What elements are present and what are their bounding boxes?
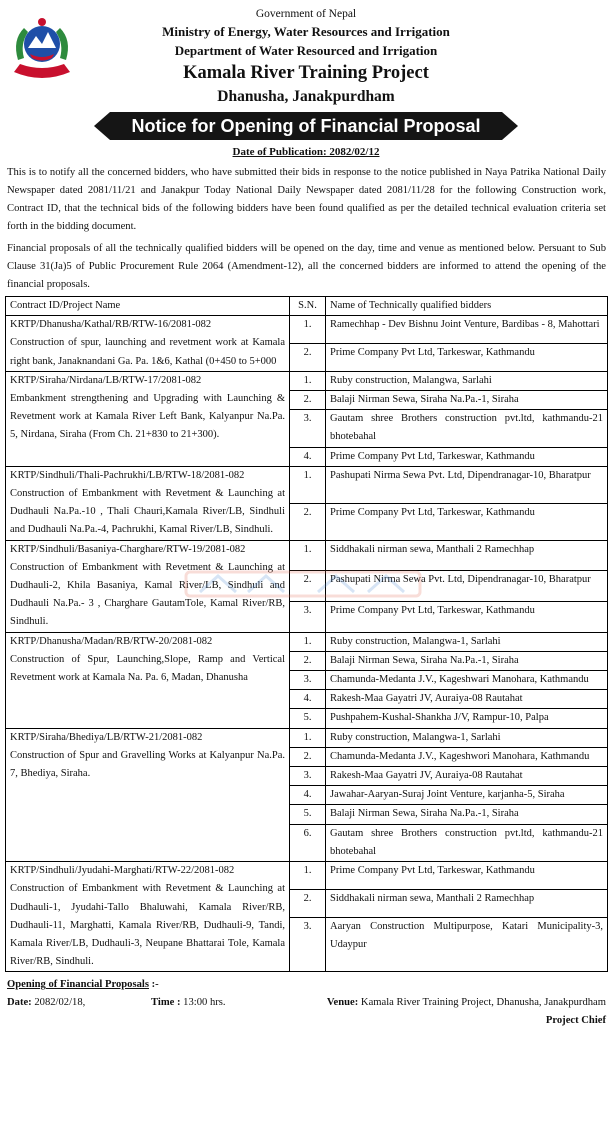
bidder-name: Pashupati Nirma Sewa Pvt. Ltd, Dipendranagar-10, Bharatpur — [326, 466, 608, 503]
bidder-name: Ruby construction, Malangwa-1, Sarlahi — [326, 728, 608, 747]
contract-id: KRTP/Siraha/Nirdana/LB/RTW-17/2081-082 — [10, 374, 202, 386]
bidder-name: Ramechhap - Dev Bishnu Joint Venture, Bardibas - 8, Mahottari — [326, 316, 608, 344]
bidder-sn: 1. — [290, 862, 326, 890]
time-label: Time : — [151, 997, 181, 1009]
contract-cell — [6, 862, 290, 972]
bidder-sn: 2. — [290, 747, 326, 766]
project-description: Construction of Embankment with Revetment & Launching at Dudhauli-1, Jyudahi-Tallo Bhaluwahi, Kamala River/RB, Dudhauli-11, Marghatti, Kamala River/RB, Dudhauli-9, Tandi, Kamala River/LB, Dudhauli-3, Neupane Bhattarai Tole, Kamala River/RB, Sindhuli. — [10, 883, 285, 968]
bidder-sn: 3. — [290, 601, 326, 632]
bidder-sn: 2. — [290, 651, 326, 670]
opening-title: Opening of Financial Proposals — [7, 979, 149, 991]
opening-venue — [327, 994, 606, 1012]
table-row — [6, 466, 608, 503]
bidder-name: Prime Company Pvt Ltd, Tarkeswar, Kathmandu — [326, 862, 608, 890]
bidder-name: Jawahar-Aaryan-Suraj Joint Venture, karjanha-5, Siraha — [326, 786, 608, 805]
opening-time — [151, 994, 226, 1012]
contract-id: KRTP/Sindhuli/Basaniya-Charghare/RTW-19/2081-082 — [10, 543, 246, 555]
bidder-name: Prime Company Pvt Ltd, Tarkeswar, Kathmandu — [326, 344, 608, 372]
date-value: 2082/02/18, — [31, 997, 86, 1009]
contract-id: KRTP/Sindhuli/Jyudahi-Marghati/RTW-22/2081-082 — [10, 865, 235, 877]
table-header-row — [6, 297, 608, 316]
publication-date: Date of Publication: 2082/02/12 — [232, 146, 380, 158]
bidder-sn: 1. — [290, 728, 326, 747]
header-sn: S.N. — [290, 297, 326, 316]
financial-proposal-paragraph: Financial proposals of all the technically qualified bidders will be opened on the day, time and venue as mentioned below. Persuant to Sub Clause 31(Ja)5 of Public Procurement Rule 2064 (Amendment-12), all the concerned bidders are informed to attend the opening of the financial proposals. — [7, 243, 606, 290]
venue-value: Kamala River Training Project, Dhanusha, Janakpurdham — [358, 997, 606, 1009]
opening-row — [7, 994, 606, 1012]
bidder-sn: 1. — [290, 371, 326, 390]
bidder-name: Rakesh-Maa Gayatri JV, Auraiya-08 Rautahat — [326, 690, 608, 709]
bidder-sn: 5. — [290, 709, 326, 728]
contract-id: KRTP/Sindhuli/Thali-Pachrukhi/LB/RTW-18/2081-082 — [10, 469, 245, 481]
contract-cell — [6, 632, 290, 728]
table-row — [6, 728, 608, 747]
bidder-name: Siddhakali nirman sewa, Manthali 2 Ramechhap — [326, 890, 608, 918]
contract-cell — [6, 728, 290, 861]
bidder-name: Gautam shree Brothers construction pvt.ltd, kathmandu-21 bhotebahal — [326, 410, 608, 447]
bidder-sn: 4. — [290, 447, 326, 466]
contract-cell — [6, 316, 290, 372]
project-description: Construction of Spur and Gravelling Works at Kalyanpur Na.Pa. 7, Bhediya, Siraha. — [10, 749, 285, 780]
bidder-name: Prime Company Pvt Ltd, Tarkeswar, Kathmandu — [326, 601, 608, 632]
project-description: Construction of Spur, Launching,Slope, Ramp and Vertical Revetment work at Kamala Na. Pa. 6, Madan, Dhanusha — [10, 653, 285, 684]
government-line: Government of Nepal — [255, 8, 357, 20]
table-row — [6, 862, 608, 890]
bidder-sn: 3. — [290, 767, 326, 786]
bidder-name: Ruby construction, Malangwa-1, Sarlahi — [326, 632, 608, 651]
table-row — [6, 632, 608, 651]
government-emblem-icon — [8, 14, 76, 80]
contract-cell — [6, 371, 290, 466]
project-description: Construction of Embankment with Revetment & Launching at Dudhauli Na.Pa.-10 , Thali Chauri,Kamala River/LB, Sindhuli and Dudhauli Na.Pa.-4, Pachrukhi, Kamal River/LB, Sindhuli. — [10, 488, 285, 536]
bidder-name: Pashupati Nirma Sewa Pvt. Ltd, Dipendranagar-10, Bharatpur — [326, 571, 608, 602]
bidder-sn: 4. — [290, 690, 326, 709]
bidder-name: Chamunda-Medanta J.V., Kageshwari Manohara, Kathmandu — [326, 671, 608, 690]
department-line: Department of Water Resourced and Irrigation — [174, 43, 438, 58]
project-title: Kamala River Training Project — [183, 63, 429, 83]
watermark-logo — [178, 566, 428, 602]
header-bidders: Name of Technically qualified bidders — [326, 297, 608, 316]
bidder-sn: 1. — [290, 540, 326, 571]
bidder-name: Balaji Nirman Sewa, Siraha Na.Pa.-1, Siraha — [326, 391, 608, 410]
bidder-name: Chamunda-Medanta J.V., Kageshwori Manohara, Kathmandu — [326, 747, 608, 766]
bidder-name: Balaji Nirman Sewa, Siraha Na.Pa.-1, Siraha — [326, 651, 608, 670]
contract-id: KRTP/Siraha/Bhediya/LB/RTW-21/2081-082 — [10, 731, 203, 743]
venue-label: Venue: — [326, 997, 359, 1009]
bidder-sn: 3. — [290, 917, 326, 971]
bidder-sn: 2. — [290, 571, 326, 602]
table-row — [6, 316, 608, 344]
bidder-sn: 6. — [290, 824, 326, 861]
bidder-sn: 2. — [290, 890, 326, 918]
time-value: 13:00 hrs. — [180, 997, 226, 1009]
notice-header — [0, 0, 612, 108]
project-description: Construction of Embankment with Revetment & Launching at Dudhauli-2, Khila Basaniya, Kamal River/LB, Sindhuli and Dudhauli Na.Pa.- 3 , Charghare GautamTole, Kamal River/RB, Sindhuli. — [10, 561, 285, 628]
bidder-sn: 4. — [290, 786, 326, 805]
bidder-name: Aaryan Construction Multipurpose, Katari Municipality-3, Udaypur — [326, 917, 608, 971]
bidder-sn: 2. — [290, 503, 326, 540]
banner-right-tip — [502, 112, 518, 140]
bidder-sn: 2. — [290, 344, 326, 372]
banner-left-tip — [94, 112, 110, 140]
contract-cell — [6, 466, 290, 540]
bidder-name: Pushpahem-Kushal-Shankha J/V, Rampur-10, Palpa — [326, 709, 608, 728]
bidder-sn: 1. — [290, 466, 326, 503]
intro-paragraph: This is to notify all the concerned bidders, who have submitted their bids in response to the notice published in Naya Patrika National Daily Newspaper dated 2081/11/21 and Janakpur Today National Daily Newspaper dated 2081/11/28 for the following Construction work, Contract ID, that the technical bids of the following bidders have been found qualified as per the detailed technical evaluation criteria set forth in the bidding document. — [7, 167, 606, 232]
bidder-name: Ruby construction, Malangwa, Sarlahi — [326, 371, 608, 390]
project-location: Dhanusha, Janakpurdham — [217, 88, 395, 105]
notice-title: Notice for Opening of Financial Proposal — [110, 112, 502, 140]
contract-id: KRTP/Dhanusha/Kathal/RB/RTW-16/2081-082 — [10, 319, 212, 331]
bidder-sn: 1. — [290, 632, 326, 651]
bidder-name: Rakesh-Maa Gayatri JV, Auraiya-08 Rautahat — [326, 767, 608, 786]
notice-banner — [0, 112, 612, 140]
project-description: Construction of spur, launching and revetment work at Kamala right bank, Janaknandani Ga. Pa. 1&6, Kathal (0+450 to 5+000 — [10, 337, 285, 367]
date-label: Date: — [7, 997, 32, 1009]
project-description: Embankment strengthening and Upgrading with Launching & Revetment work at Kamala River Left Bank, Kalyanpur Na.Pa. 5, Nirdana, Siraha (From Ch. 21+830 to 21+300). — [10, 393, 285, 441]
bidder-sn: 1. — [290, 316, 326, 344]
bidder-name: Prime Company Pvt Ltd, Tarkeswar, Kathmandu — [326, 503, 608, 540]
table-row — [6, 371, 608, 390]
bidder-sn: 2. — [290, 391, 326, 410]
bidder-name: Siddhakali nirman sewa, Manthali 2 Ramechhap — [326, 540, 608, 571]
bidder-name: Gautam shree Brothers construction pvt.ltd, kathmandu-21 bhotebahal — [326, 824, 608, 861]
bidder-name: Prime Company Pvt Ltd, Tarkeswar, Kathmandu — [326, 447, 608, 466]
opening-title-suffix: :- — [148, 979, 159, 991]
table-body — [6, 316, 608, 972]
ministry-line: Ministry of Energy, Water Resources and Irrigation — [162, 24, 450, 39]
qualified-bidders-table — [5, 296, 608, 972]
bidder-sn: 3. — [290, 410, 326, 447]
header-contract: Contract ID/Project Name — [6, 297, 290, 316]
bidder-sn: 5. — [290, 805, 326, 824]
signatory: Project Chief — [545, 1015, 606, 1027]
opening-heading — [7, 976, 606, 994]
bidder-name: Balaji Nirman Sewa, Siraha Na.Pa.-1, Siraha — [326, 805, 608, 824]
bidder-sn: 3. — [290, 671, 326, 690]
opening-details — [7, 976, 606, 1030]
contract-id: KRTP/Dhanusha/Madan/RB/RTW-20/2081-082 — [10, 635, 213, 647]
opening-date — [7, 994, 85, 1012]
